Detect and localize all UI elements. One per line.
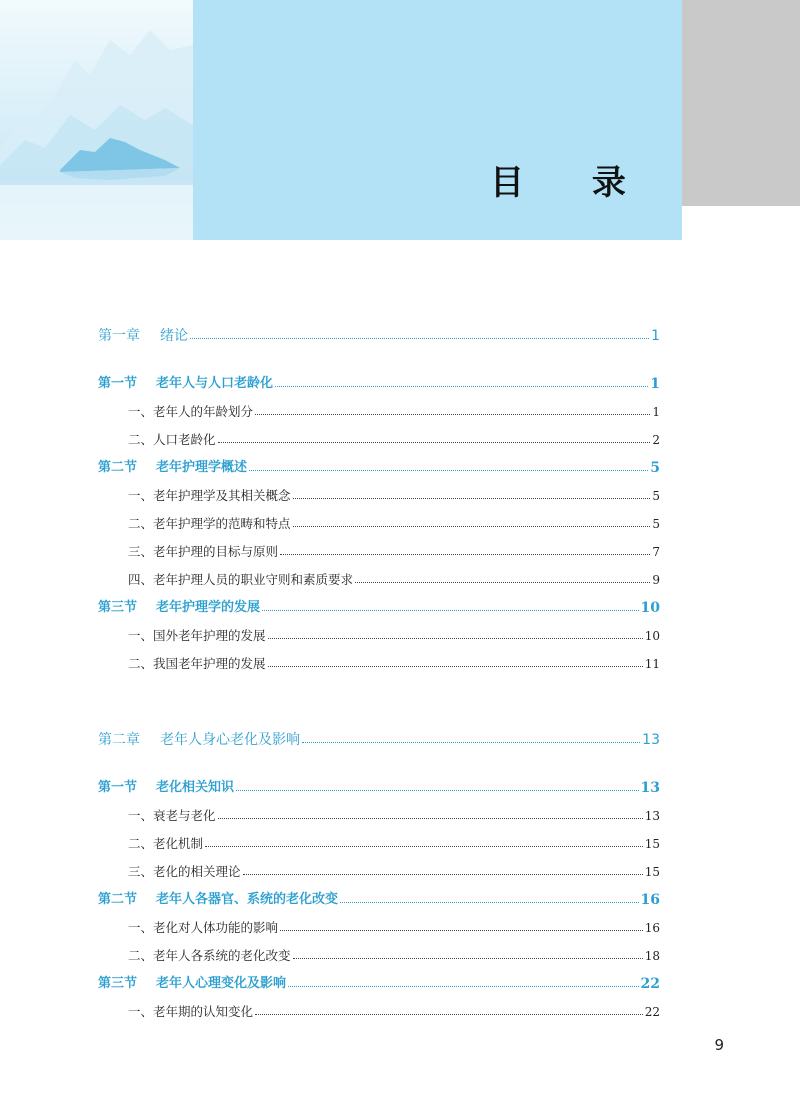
toc-chapter[interactable] bbox=[0, 326, 800, 346]
dot-leader bbox=[293, 958, 643, 959]
toc-entry-title: 一、国外老年护理的发展 bbox=[128, 628, 266, 643]
dot-leader bbox=[293, 498, 651, 499]
toc-entry-title: 老化相关知识 bbox=[156, 780, 235, 795]
toc-item[interactable] bbox=[0, 862, 800, 882]
dot-leader bbox=[288, 986, 639, 987]
toc-entry-title: 三、老年护理的目标与原则 bbox=[128, 544, 279, 559]
toc-entry-label bbox=[98, 730, 300, 750]
toc-page-number: 10 bbox=[644, 629, 660, 643]
toc-entry-title: 老年人各器官、系统的老化改变 bbox=[156, 892, 339, 907]
toc-item[interactable] bbox=[0, 430, 800, 450]
dot-leader bbox=[280, 930, 643, 931]
toc-entry-label bbox=[98, 974, 286, 994]
section-number: 第三节 bbox=[98, 976, 138, 991]
toc-page-number: 1 bbox=[652, 405, 660, 419]
toc-entry-title: 老年人与人口老龄化 bbox=[156, 376, 274, 391]
toc-entry-title: 三、老化的相关理论 bbox=[128, 864, 241, 879]
section-number: 第三节 bbox=[98, 600, 138, 615]
toc-section[interactable] bbox=[0, 890, 800, 910]
toc-page-number: 9 bbox=[652, 573, 660, 587]
toc-entry-title: 老年人心理变化及影响 bbox=[156, 976, 287, 991]
toc-item[interactable] bbox=[0, 834, 800, 854]
dot-leader bbox=[190, 338, 649, 339]
toc-entry-label bbox=[98, 326, 188, 346]
dot-leader bbox=[255, 414, 650, 415]
toc-item[interactable] bbox=[0, 918, 800, 938]
toc-entry-label bbox=[128, 570, 353, 590]
dot-leader bbox=[293, 526, 651, 527]
toc-entry-label bbox=[128, 1002, 253, 1022]
toc-page-number: 5 bbox=[652, 489, 660, 503]
toc-page-number: 16 bbox=[640, 892, 660, 908]
page-number: 9 bbox=[714, 1036, 724, 1054]
dot-leader bbox=[302, 742, 640, 743]
dot-leader bbox=[236, 790, 639, 791]
section-number: 第一节 bbox=[98, 780, 138, 795]
toc-entry-label bbox=[98, 890, 338, 910]
toc-entry-title: 二、老化机制 bbox=[128, 836, 204, 851]
toc-page-number: 1 bbox=[651, 328, 660, 344]
toc-item[interactable] bbox=[0, 402, 800, 422]
toc-section[interactable] bbox=[0, 458, 800, 478]
toc-entry-label bbox=[98, 778, 234, 798]
toc-page-number: 13 bbox=[640, 780, 660, 796]
toc-entry-label bbox=[98, 374, 273, 394]
toc-item[interactable] bbox=[0, 946, 800, 966]
toc-page-number: 13 bbox=[644, 809, 660, 823]
toc-page-number: 22 bbox=[644, 1005, 660, 1019]
toc-page-number: 15 bbox=[644, 837, 660, 851]
toc-entry-title: 老年护理学概述 bbox=[156, 460, 248, 475]
toc-entry-title: 绪论 bbox=[160, 328, 188, 344]
toc-entry-label bbox=[128, 626, 266, 646]
page-title: 目 录 bbox=[490, 163, 654, 203]
section-number: 第二节 bbox=[98, 892, 138, 907]
toc-item[interactable] bbox=[0, 806, 800, 826]
toc-page-number: 13 bbox=[642, 732, 660, 748]
toc-entry-title: 二、人口老龄化 bbox=[128, 432, 216, 447]
dot-leader bbox=[249, 470, 648, 471]
toc-entry-label bbox=[128, 834, 203, 854]
toc-page-number: 2 bbox=[652, 433, 660, 447]
dot-leader bbox=[205, 846, 643, 847]
toc-entry-title: 四、老年护理人员的职业守则和素质要求 bbox=[128, 572, 354, 587]
toc-item[interactable] bbox=[0, 1002, 800, 1022]
toc-entry-label bbox=[128, 486, 291, 506]
toc-entry-label bbox=[128, 862, 241, 882]
toc-item[interactable] bbox=[0, 570, 800, 590]
toc-entry-title: 二、我国老年护理的发展 bbox=[128, 656, 266, 671]
toc-entry-title: 一、老年人的年龄划分 bbox=[128, 404, 254, 419]
toc-page-number: 22 bbox=[640, 976, 660, 992]
toc-item[interactable] bbox=[0, 542, 800, 562]
toc-entry-label bbox=[98, 598, 260, 618]
toc-entry-label bbox=[128, 654, 266, 674]
toc-entry-title: 老年护理学的发展 bbox=[156, 600, 261, 615]
dot-leader bbox=[262, 610, 639, 611]
dot-leader bbox=[340, 902, 639, 903]
chapter-number: 第一章 bbox=[98, 328, 140, 344]
toc-section[interactable] bbox=[0, 598, 800, 618]
toc-page-number: 18 bbox=[644, 949, 660, 963]
toc-page-number: 10 bbox=[640, 600, 660, 616]
toc-page-number: 16 bbox=[644, 921, 660, 935]
toc-entry-label bbox=[128, 806, 216, 826]
toc-section[interactable] bbox=[0, 374, 800, 394]
toc-page-number: 15 bbox=[644, 865, 660, 879]
section-number: 第一节 bbox=[98, 376, 138, 391]
toc-entry-title: 一、老化对人体功能的影响 bbox=[128, 920, 279, 935]
toc-entry-label bbox=[128, 918, 278, 938]
toc-entry-title: 二、老年人各系统的老化改变 bbox=[128, 948, 291, 963]
toc-page-number: 11 bbox=[644, 657, 660, 671]
toc-entry-title: 一、老年护理学及其相关概念 bbox=[128, 488, 291, 503]
toc-section[interactable] bbox=[0, 778, 800, 798]
toc-item[interactable] bbox=[0, 514, 800, 534]
toc-page-number: 5 bbox=[652, 517, 660, 531]
dot-leader bbox=[218, 818, 643, 819]
section-number: 第二节 bbox=[98, 460, 138, 475]
toc-entry-label bbox=[128, 430, 216, 450]
toc-item[interactable] bbox=[0, 486, 800, 506]
toc-entry-label bbox=[128, 946, 291, 966]
dot-leader bbox=[280, 554, 650, 555]
dot-leader bbox=[268, 638, 643, 639]
toc-entry-title: 老年人身心老化及影响 bbox=[160, 732, 300, 748]
dot-leader bbox=[243, 874, 643, 875]
toc-entry-label bbox=[128, 514, 291, 534]
toc-item[interactable] bbox=[0, 654, 800, 674]
dot-leader bbox=[355, 582, 650, 583]
dot-leader bbox=[275, 386, 648, 387]
toc-chapter[interactable] bbox=[0, 730, 800, 750]
toc-entry-label bbox=[98, 458, 247, 478]
toc-entry-label bbox=[128, 402, 253, 422]
chapter-number: 第二章 bbox=[98, 732, 140, 748]
dot-leader bbox=[218, 442, 651, 443]
toc-page-number: 5 bbox=[650, 460, 660, 476]
dot-leader bbox=[268, 666, 643, 667]
toc-page-number: 7 bbox=[652, 545, 660, 559]
toc-entry-label bbox=[128, 542, 278, 562]
dot-leader bbox=[255, 1014, 643, 1015]
toc-section[interactable] bbox=[0, 974, 800, 994]
toc-page-number: 1 bbox=[650, 376, 660, 392]
toc-entry-title: 一、老年期的认知变化 bbox=[128, 1004, 254, 1019]
toc-entry-title: 二、老年护理学的范畴和特点 bbox=[128, 516, 291, 531]
toc-item[interactable] bbox=[0, 626, 800, 646]
toc-entry-title: 一、衰老与老化 bbox=[128, 808, 216, 823]
